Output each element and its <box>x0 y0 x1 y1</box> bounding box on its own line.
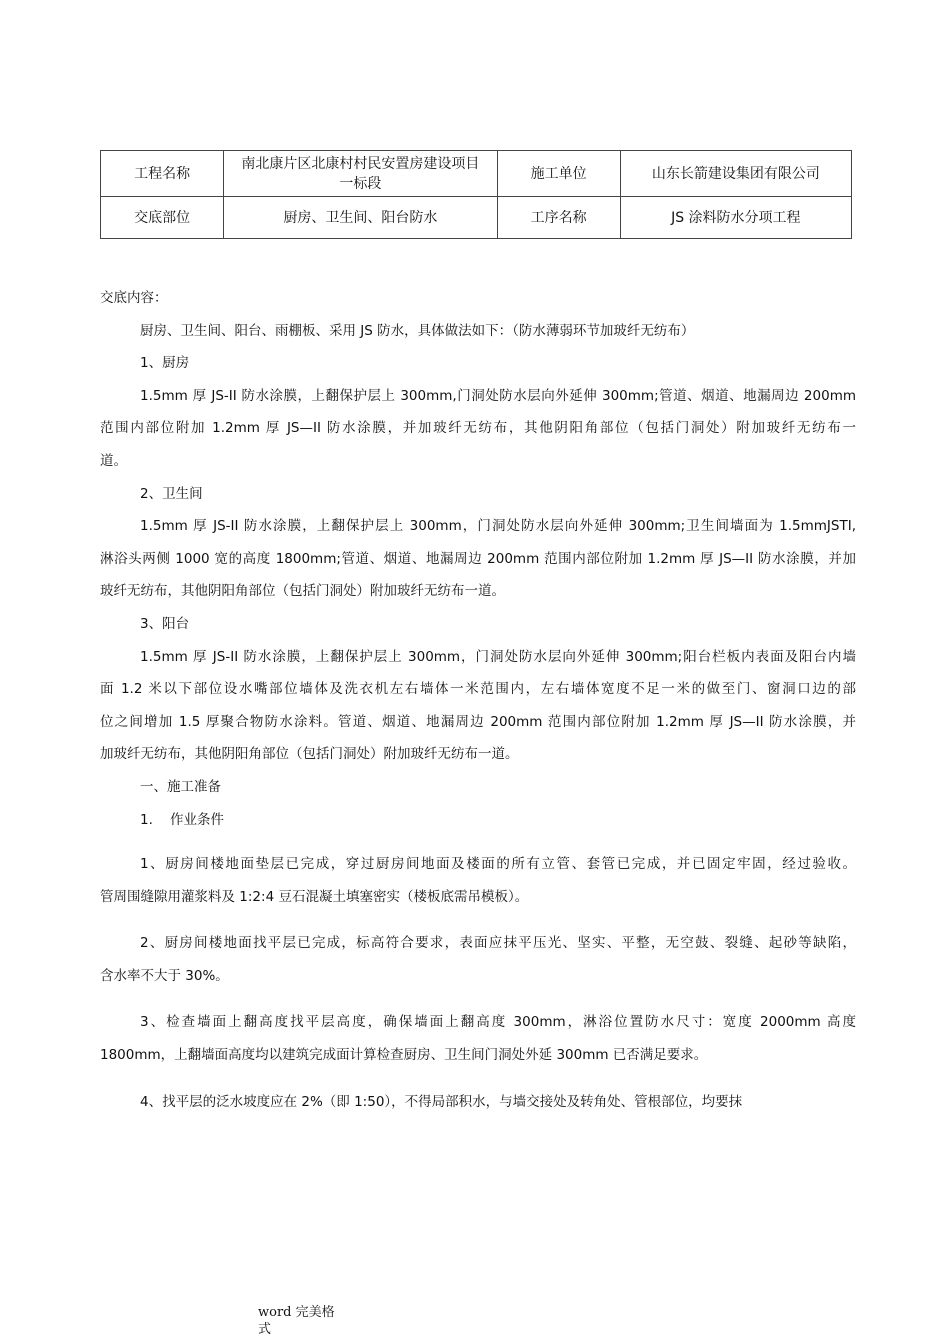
condition-item-2: 2、厨房间楼地面找平层已完成，标高符合要求，表面应抹平压光、坚实、平整，无空鼓、裂缝、起砂等缺陷， <box>140 935 856 952</box>
contractor-label: 施工单位 <box>497 151 620 197</box>
project-name-label: 工程名称 <box>101 151 224 197</box>
balcony-line: 1.5mm 厚 JS-II 防水涂膜，上翻保护层上 300mm，门洞处防水层向外延伸 300mm;阳台栏板内表面及阳台内墙 <box>140 648 856 665</box>
process-name-label: 工序名称 <box>497 197 620 239</box>
project-name-value <box>224 151 497 197</box>
condition-item-3-cont: 1800mm，上翻墙面高度均以建筑完成面计算检查厨房、卫生间门洞处外延 300mm 已否满足要求。 <box>100 1047 708 1064</box>
balcony-title: 3、阳台 <box>140 615 190 632</box>
contractor-value: 山东长箭建设集团有限公司 <box>620 151 851 197</box>
section-title: 一、施工准备 <box>140 778 221 795</box>
balcony-line: 面 1.2 米以下部位设水嘴部位墙体及洗衣机左右墙体一米范围内，左右墙体宽度不足一米的做至门、窗洞口边的部 <box>100 681 856 698</box>
kitchen-title: 1、厨房 <box>140 355 190 372</box>
project-info-table <box>100 150 852 239</box>
process-name-value: JS 涂料防水分项工程 <box>620 197 851 239</box>
condition-item-3: 3、检查墙面上翻高度找平层高度，确保墙面上翻高度 300mm，淋浴位置防水尺寸：宽度 2000mm 高度 <box>140 1014 856 1031</box>
footer-line: 式 <box>258 1322 272 1337</box>
bathroom-line: 淋浴头两侧 1000 宽的高度 1800mm;管道、烟道、地漏周边 200mm 范围内部位附加 1.2mm 厚 JS—II 防水涂膜，并加 <box>100 550 856 567</box>
condition-item-1-cont: 管周围缝隙用灌浆料及 1:2:4 豆石混凝土填塞密实（楼板底需吊模板）。 <box>100 888 529 905</box>
balcony-line: 加玻纤无纺布，其他阴阳角部位（包括门洞处）附加玻纤无纺布一道。 <box>100 746 519 763</box>
condition-item-1: 1、厨房间楼地面垫层已完成，穿过厨房间地面及楼面的所有立管、套管已完成，并已固定牢固，经过验收。 <box>140 856 856 873</box>
table-row <box>101 197 852 239</box>
subsection-title: 1. 作业条件 <box>140 811 225 828</box>
kitchen-line: 道。 <box>100 452 127 469</box>
condition-item-2-cont: 含水率不大于 30%。 <box>100 967 229 984</box>
condition-item-4: 4、找平层的泛水坡度应在 2%（即 1:50），不得局部积水，与墙交接处及转角处、管根部位，均要抹 <box>140 1093 743 1110</box>
bathroom-line: 玻纤无纺布，其他阴阳角部位（包括门洞处）附加玻纤无纺布一道。 <box>100 583 505 600</box>
content-heading: 交底内容： <box>100 290 168 306</box>
kitchen-line: 1.5mm 厚 JS-II 防水涂膜，上翻保护层上 300mm,门洞处防水层向外延伸 300mm;管道、烟道、地漏周边 200mm <box>140 387 856 404</box>
project-name-line2: 一标段 <box>339 175 382 192</box>
balcony-line: 位之间增加 1.5 厚聚合物防水涂料。管道、烟道、地漏周边 200mm 范围内部位附加 1.2mm 厚 JS—II 防水涂膜，并 <box>100 713 856 730</box>
table-row <box>101 151 852 197</box>
footer-line: word 完美格 <box>258 1305 335 1320</box>
briefing-area-value: 厨房、卫生间、阳台防水 <box>224 197 497 239</box>
page-footer <box>258 1304 348 1338</box>
intro-paragraph: 厨房、卫生间、阳台、雨棚板、采用 JS 防水，具体做法如下：（防水薄弱环节加玻纤无纺布） <box>140 322 695 339</box>
project-name-line1: 南北康片区北康村村民安置房建设项目 <box>241 155 480 172</box>
bathroom-line: 1.5mm 厚 JS-II 防水涂膜，上翻保护层上 300mm，门洞处防水层向外延伸 300mm;卫生间墙面为 1.5mmJSTI, <box>140 518 856 535</box>
kitchen-line: 范围内部位附加 1.2mm 厚 JS—II 防水涂膜，并加玻纤无纺布，其他阴阳角部位（包括门洞处）附加玻纤无纺布一 <box>100 420 856 437</box>
briefing-area-label: 交底部位 <box>101 197 224 239</box>
bathroom-title: 2、卫生间 <box>140 485 203 502</box>
briefing-content <box>100 282 856 1118</box>
